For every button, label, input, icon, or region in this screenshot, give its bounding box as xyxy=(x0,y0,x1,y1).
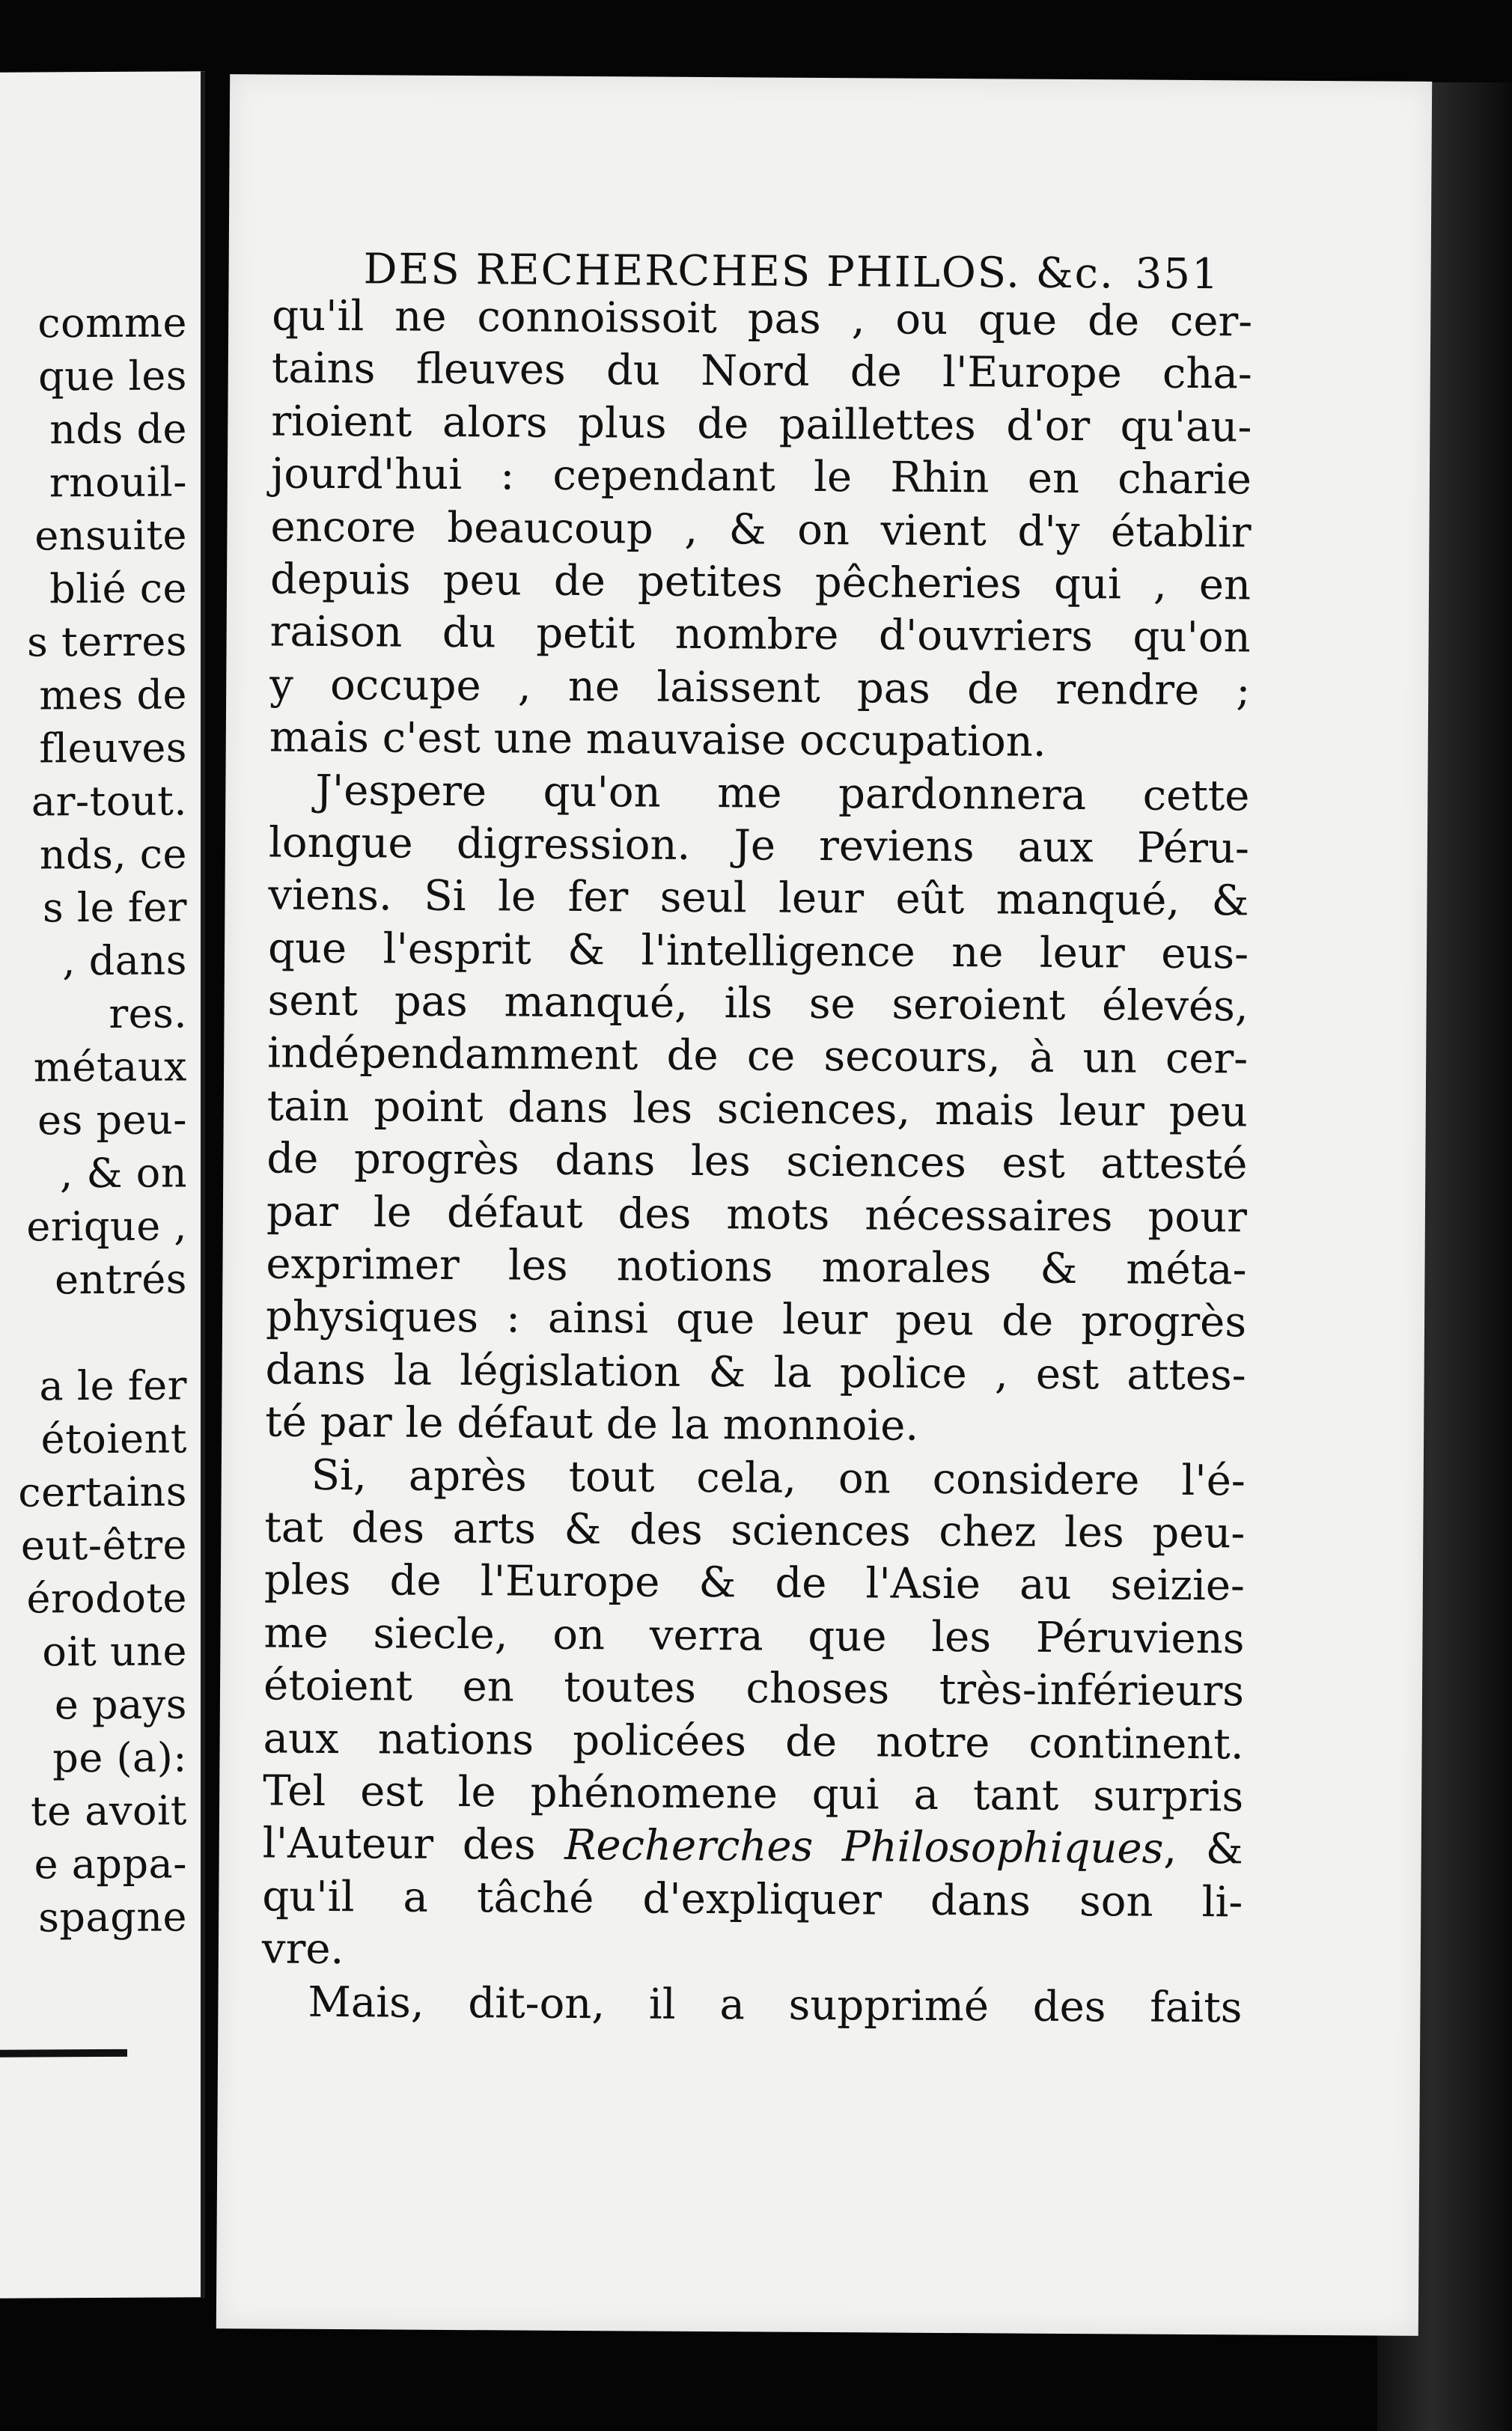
text-line: longue digression. Je reviens aux Péru- xyxy=(268,818,1250,873)
text-line: me siecle, on verra que les Péruviens xyxy=(263,1608,1245,1664)
text-line: sent pas manqué, ils se seroient élevés, xyxy=(267,976,1249,1031)
text-line: de progrès dans les sciences est attesté xyxy=(266,1134,1248,1189)
text-line: té par le défaut de la monnoie. xyxy=(265,1397,919,1451)
text-line: encore beaucoup , & on vient d'y établir xyxy=(270,502,1252,558)
italic-book-title: Recherches Philosophiques xyxy=(564,1821,1164,1874)
left-line: , & on xyxy=(60,1149,187,1198)
left-line: étoient xyxy=(40,1415,187,1463)
left-line: blié ce xyxy=(49,564,187,613)
left-line: a le fer xyxy=(39,1361,187,1410)
main-text xyxy=(261,290,1252,2034)
text-line: Mais, dit-on, il a supprimé des faits xyxy=(308,1977,1243,2032)
text-line: tat des arts & des sciences chez les peu- xyxy=(264,1503,1246,1558)
left-page-text xyxy=(0,296,187,1944)
text-line: viens. Si le fer seul leur eût manqué, & xyxy=(268,870,1249,926)
left-line: mes de xyxy=(39,671,187,719)
left-line: oit une xyxy=(42,1627,187,1676)
running-title: DES RECHERCHES PHILOS. &c. xyxy=(363,245,1115,299)
text-line: tains fleuves du Nord de l'Europe cha- xyxy=(271,344,1252,399)
text-line: y occupe , ne laissent pas de rendre ; xyxy=(269,660,1251,716)
left-line: rnouil- xyxy=(49,458,187,507)
text-line: exprimer les notions morales & méta- xyxy=(266,1239,1247,1295)
text-line: par le défaut des mots nécessaires pour xyxy=(266,1187,1248,1242)
text-line: indépendamment de ce secours, à un cer- xyxy=(267,1028,1249,1084)
text-line: mais c'est une mauvaise occupation. xyxy=(269,713,1046,766)
left-page xyxy=(0,71,205,2298)
text-line: J'espere qu'on me pardonnera cette xyxy=(315,766,1250,820)
left-line: te avoit xyxy=(30,1787,187,1835)
left-line: s terres xyxy=(27,617,187,666)
page-number: 351 xyxy=(1135,249,1220,299)
left-line: fleuves xyxy=(39,724,187,772)
text-line: tain point dans les sciences, mais leur peu xyxy=(266,1082,1248,1137)
text-line: physiques : ainsi que leur peu de progrès xyxy=(265,1292,1247,1347)
text-line: jourd'hui : cependant le Rhin en charie xyxy=(270,449,1252,504)
left-line: pe (a): xyxy=(52,1733,187,1782)
text-line: que l'esprit & l'intelligence ne leur eus- xyxy=(267,924,1249,979)
left-line: ensuite xyxy=(34,511,187,560)
left-line: comme xyxy=(37,299,187,347)
left-line: que les xyxy=(38,352,187,400)
text-line: dans la législation & la police , est attes- xyxy=(265,1345,1246,1400)
text-line: étoient en toutes choses très-inférieurs xyxy=(263,1661,1245,1716)
text-line: Si, après tout cela, on considere l'é- xyxy=(311,1451,1246,1506)
text-line: raison du petit nombre d'ouvriers qu'on xyxy=(269,607,1251,662)
left-line: métaux xyxy=(33,1043,187,1091)
text-line: Tel est le phénomene qui a tant surpris xyxy=(263,1766,1244,1822)
left-line: ar-tout. xyxy=(31,777,187,826)
left-line: eut-être xyxy=(20,1521,187,1570)
text-line xyxy=(263,1818,1243,1876)
text-line: depuis peu de petites pêcheries qui , en xyxy=(269,555,1252,610)
text-line: qu'il a tâché d'expliquer dans son li- xyxy=(262,1872,1243,1927)
left-line: érodote xyxy=(26,1574,187,1623)
left-line: e appa- xyxy=(34,1840,187,1888)
left-line: entrés xyxy=(55,1255,187,1304)
left-line: nds de xyxy=(49,405,187,454)
left-line: res. xyxy=(109,989,187,1037)
left-line: es peu- xyxy=(37,1096,187,1144)
text-line: rioient alors plus de paillettes d'or qu'au- xyxy=(271,397,1252,452)
text-line: vre. xyxy=(261,1924,344,1974)
left-line xyxy=(0,1305,187,1359)
text-line: qu'il ne connoissoit pas , ou que de cer- xyxy=(272,291,1253,347)
left-line: certains xyxy=(18,1468,187,1516)
left-line: erique , xyxy=(26,1202,187,1251)
left-line: spagne xyxy=(38,1893,187,1942)
right-page xyxy=(216,74,1432,2336)
text-line: aux nations policées de notre continent. xyxy=(263,1713,1244,1769)
left-line: s le fer xyxy=(42,883,187,932)
left-line: nds, ce xyxy=(39,830,187,879)
text-line: ples de l'Europe & de l'Asie au seizie- xyxy=(263,1555,1246,1611)
left-line: , dans xyxy=(62,936,187,985)
text-fragment: l'Auteur des xyxy=(262,1819,536,1870)
text-fragment: , & xyxy=(1163,1825,1243,1874)
left-page-rule xyxy=(0,2049,127,2058)
left-line: e pays xyxy=(54,1680,187,1729)
